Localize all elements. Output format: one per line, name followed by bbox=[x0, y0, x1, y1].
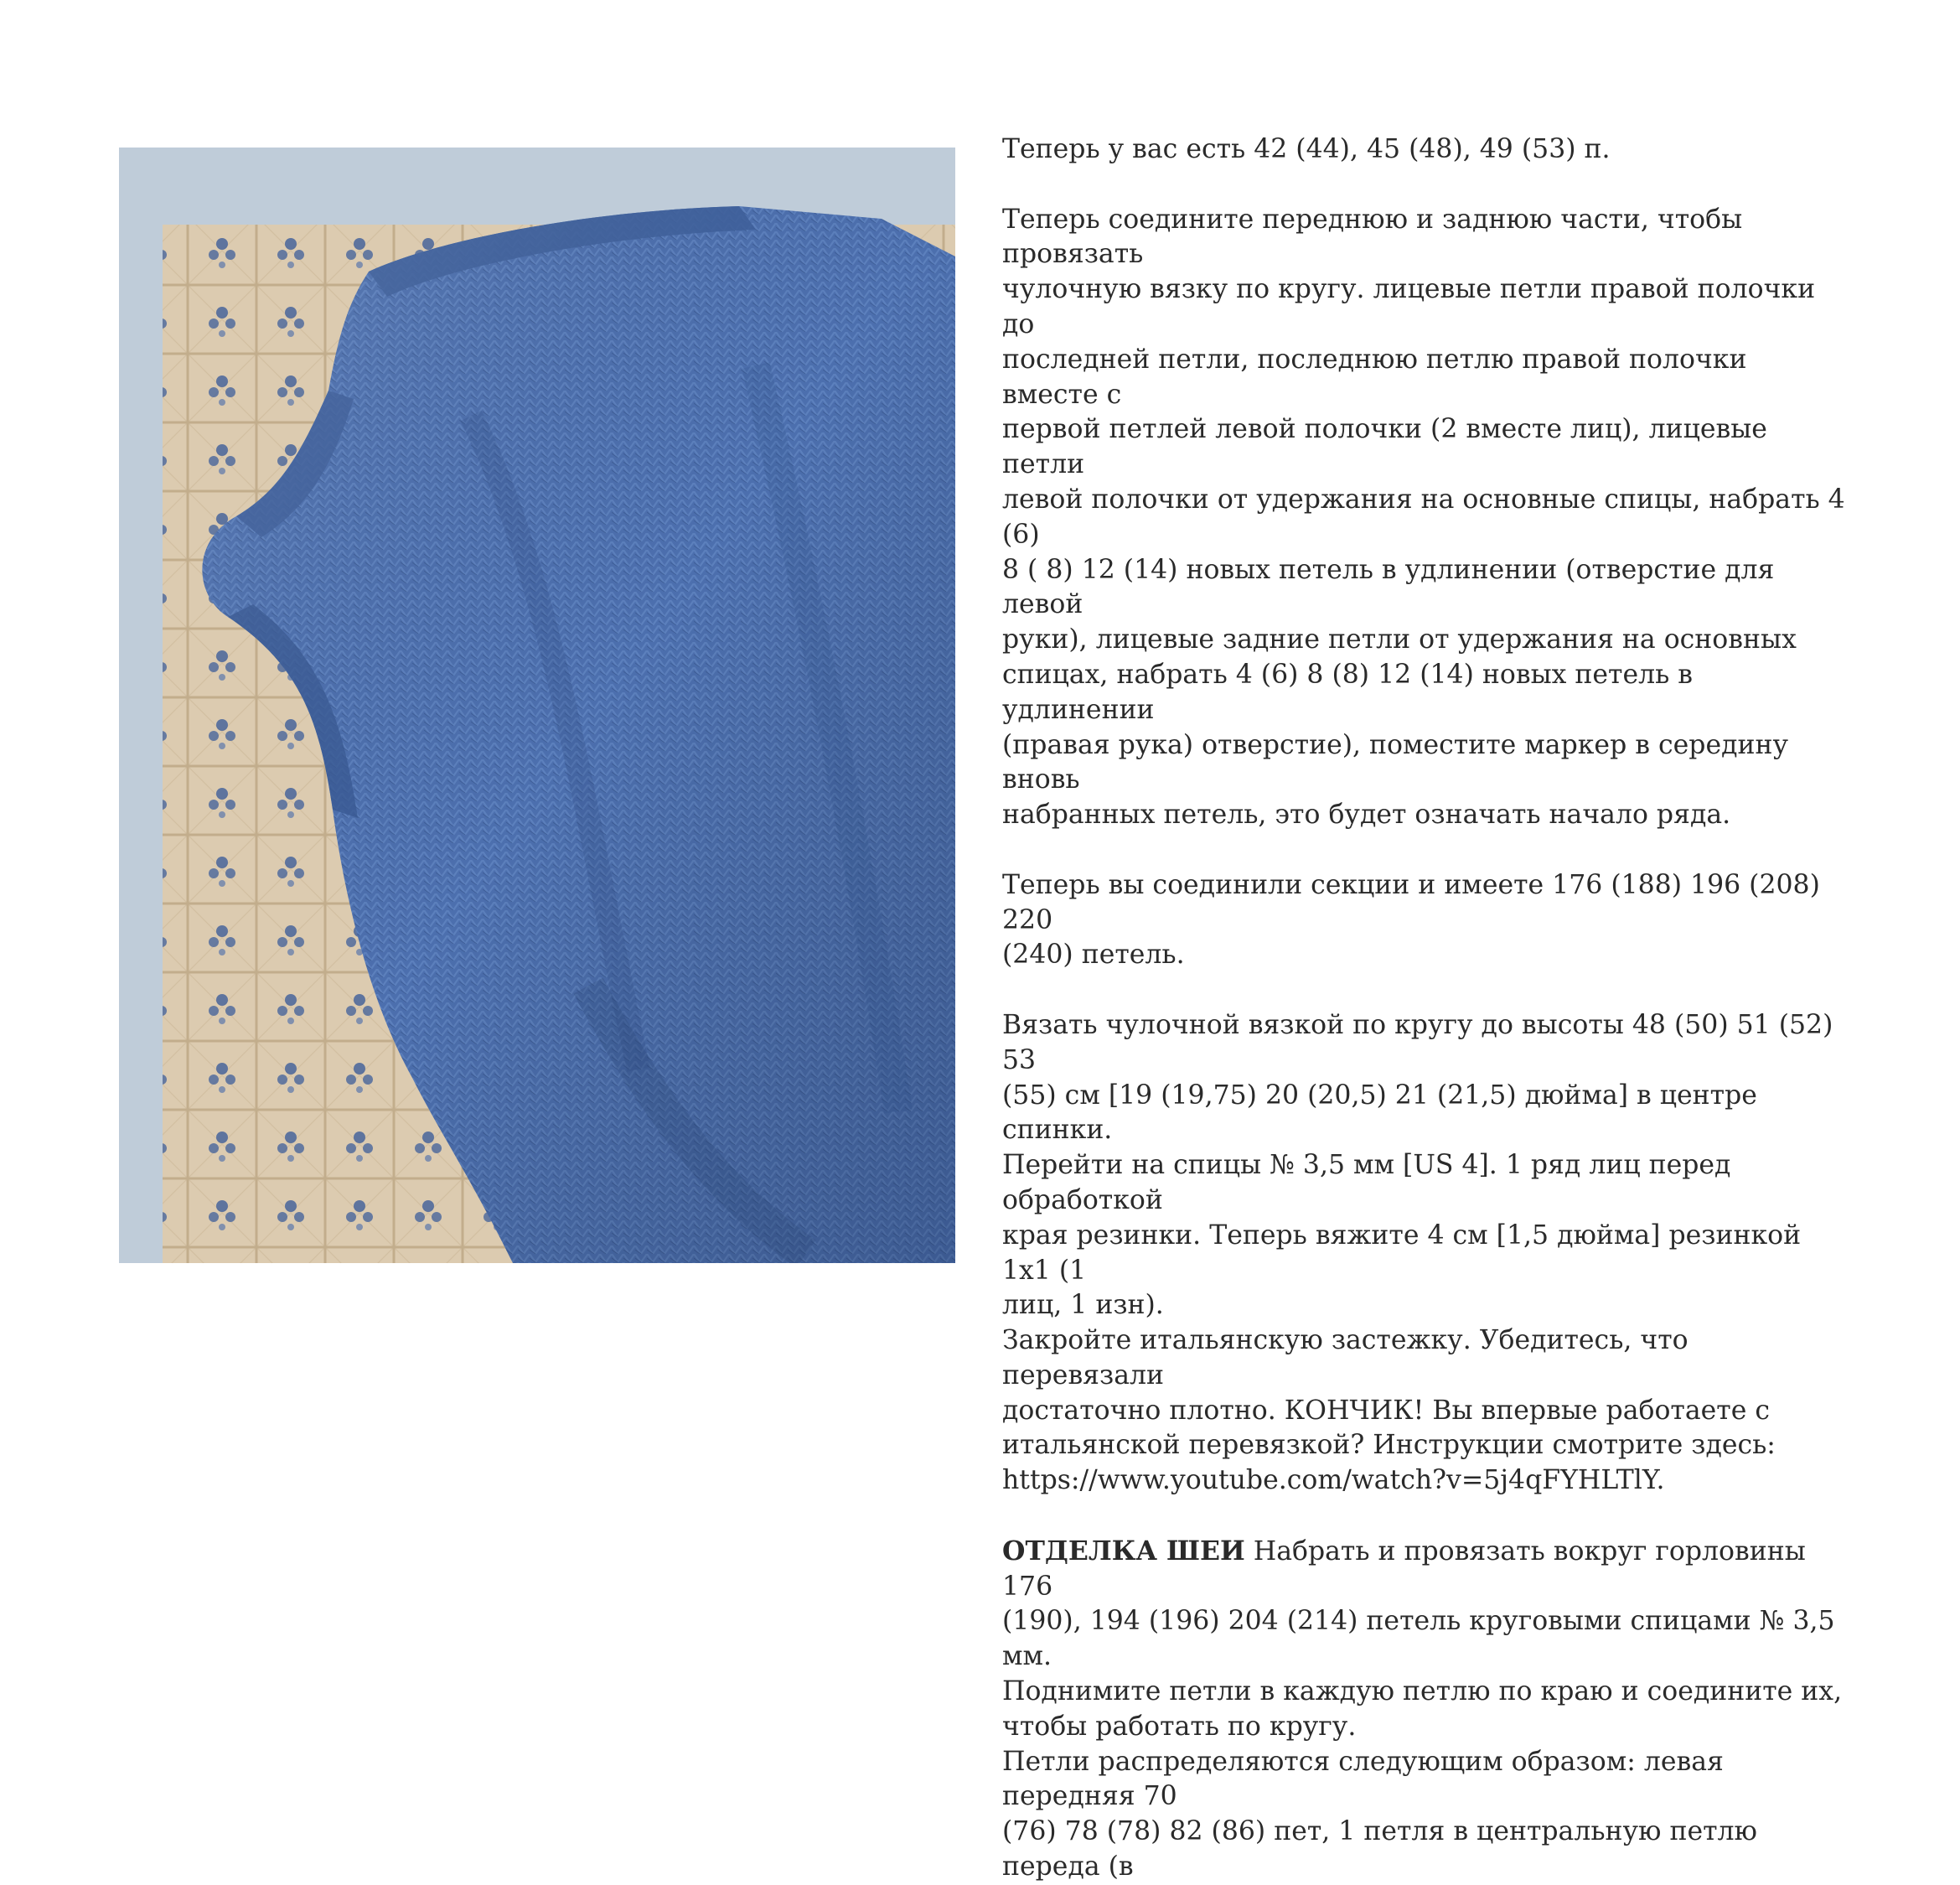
sweater-photo-image bbox=[119, 148, 955, 1263]
body-knitting-paragraph: Вязать чулочной вязкой по кругу до высоты 48 (50) 51 (52) 53 (55) см [19 (19,75) 20 (20,5) 21 (21,5) дюйма] в центре спинки. Перейти на спицы № 3,5 мм [US 4]. 1 ряд лиц перед обработкой края резинки. Теперь вяжите 4 см [1,5 дюйма] резинкой 1x1 (1 лиц, 1 изн). bbox=[1002, 1009, 1833, 1321]
join-sections-paragraph: Теперь соедините переднюю и заднюю части, чтобы провязать чулочную вязку по кругу. лицевые петли правой полочки до последней петли, последнюю петлю правой полочки вместе с первой петлей левой полочки (2 вместе лиц), лицевые петли левой полочки от удержания на основные спицы, набрать 4 (6) 8 ( 8) 12 (14) новых петель в удлинении (отверстие для левой руки), лицевые задние петли от удержания на основных спицах, набрать 4 (6) 8 (8) 12 (14) новых петель в удлинении (правая рука) отверстие), поместите маркер в середину вновь набранных петель, это будет означать начало ряда. bbox=[1002, 204, 1845, 831]
neck-finishing-paragraph bbox=[1002, 1534, 1849, 1745]
sweater-photo bbox=[119, 148, 955, 1263]
joined-count-paragraph: Теперь вы соединили секции и имеете 176 (188) 196 (208) 220 (240) петель. bbox=[1002, 869, 1820, 971]
neck-finishing-heading: ОТДЕЛКА ШЕИ bbox=[1002, 1535, 1245, 1567]
bind-off-paragraph: Закройте итальянскую застежку. Убедитесь, что перевязали достаточно плотно. КОНЧИК! Вы впервые работаете с итальянской перевязкой? Инструкции смотрите здесь: https://www.youtube.com/watch?v=5j4qFYHLTlY. bbox=[1002, 1325, 1776, 1496]
neck-finishing-text: Набрать и провязать вокруг горловины 176 (190), 194 (196) 204 (214) петель круговыми спицами № 3,5 мм. Поднимите петли в каждую петлю по краю и соедините их, чтобы работать по кругу. bbox=[1002, 1535, 1843, 1742]
stitch-count-paragraph: Теперь у вас есть 42 (44), 45 (48), 49 (53) п. bbox=[1002, 134, 1611, 164]
stitch-distribution-paragraph: Петли распределяются следующим образом: левая передняя 70 (76) 78 (78) 82 (86) пет, 1 петля в центральную петлю переда (в bbox=[1002, 1746, 1757, 1882]
pattern-instructions bbox=[1002, 132, 1849, 1885]
